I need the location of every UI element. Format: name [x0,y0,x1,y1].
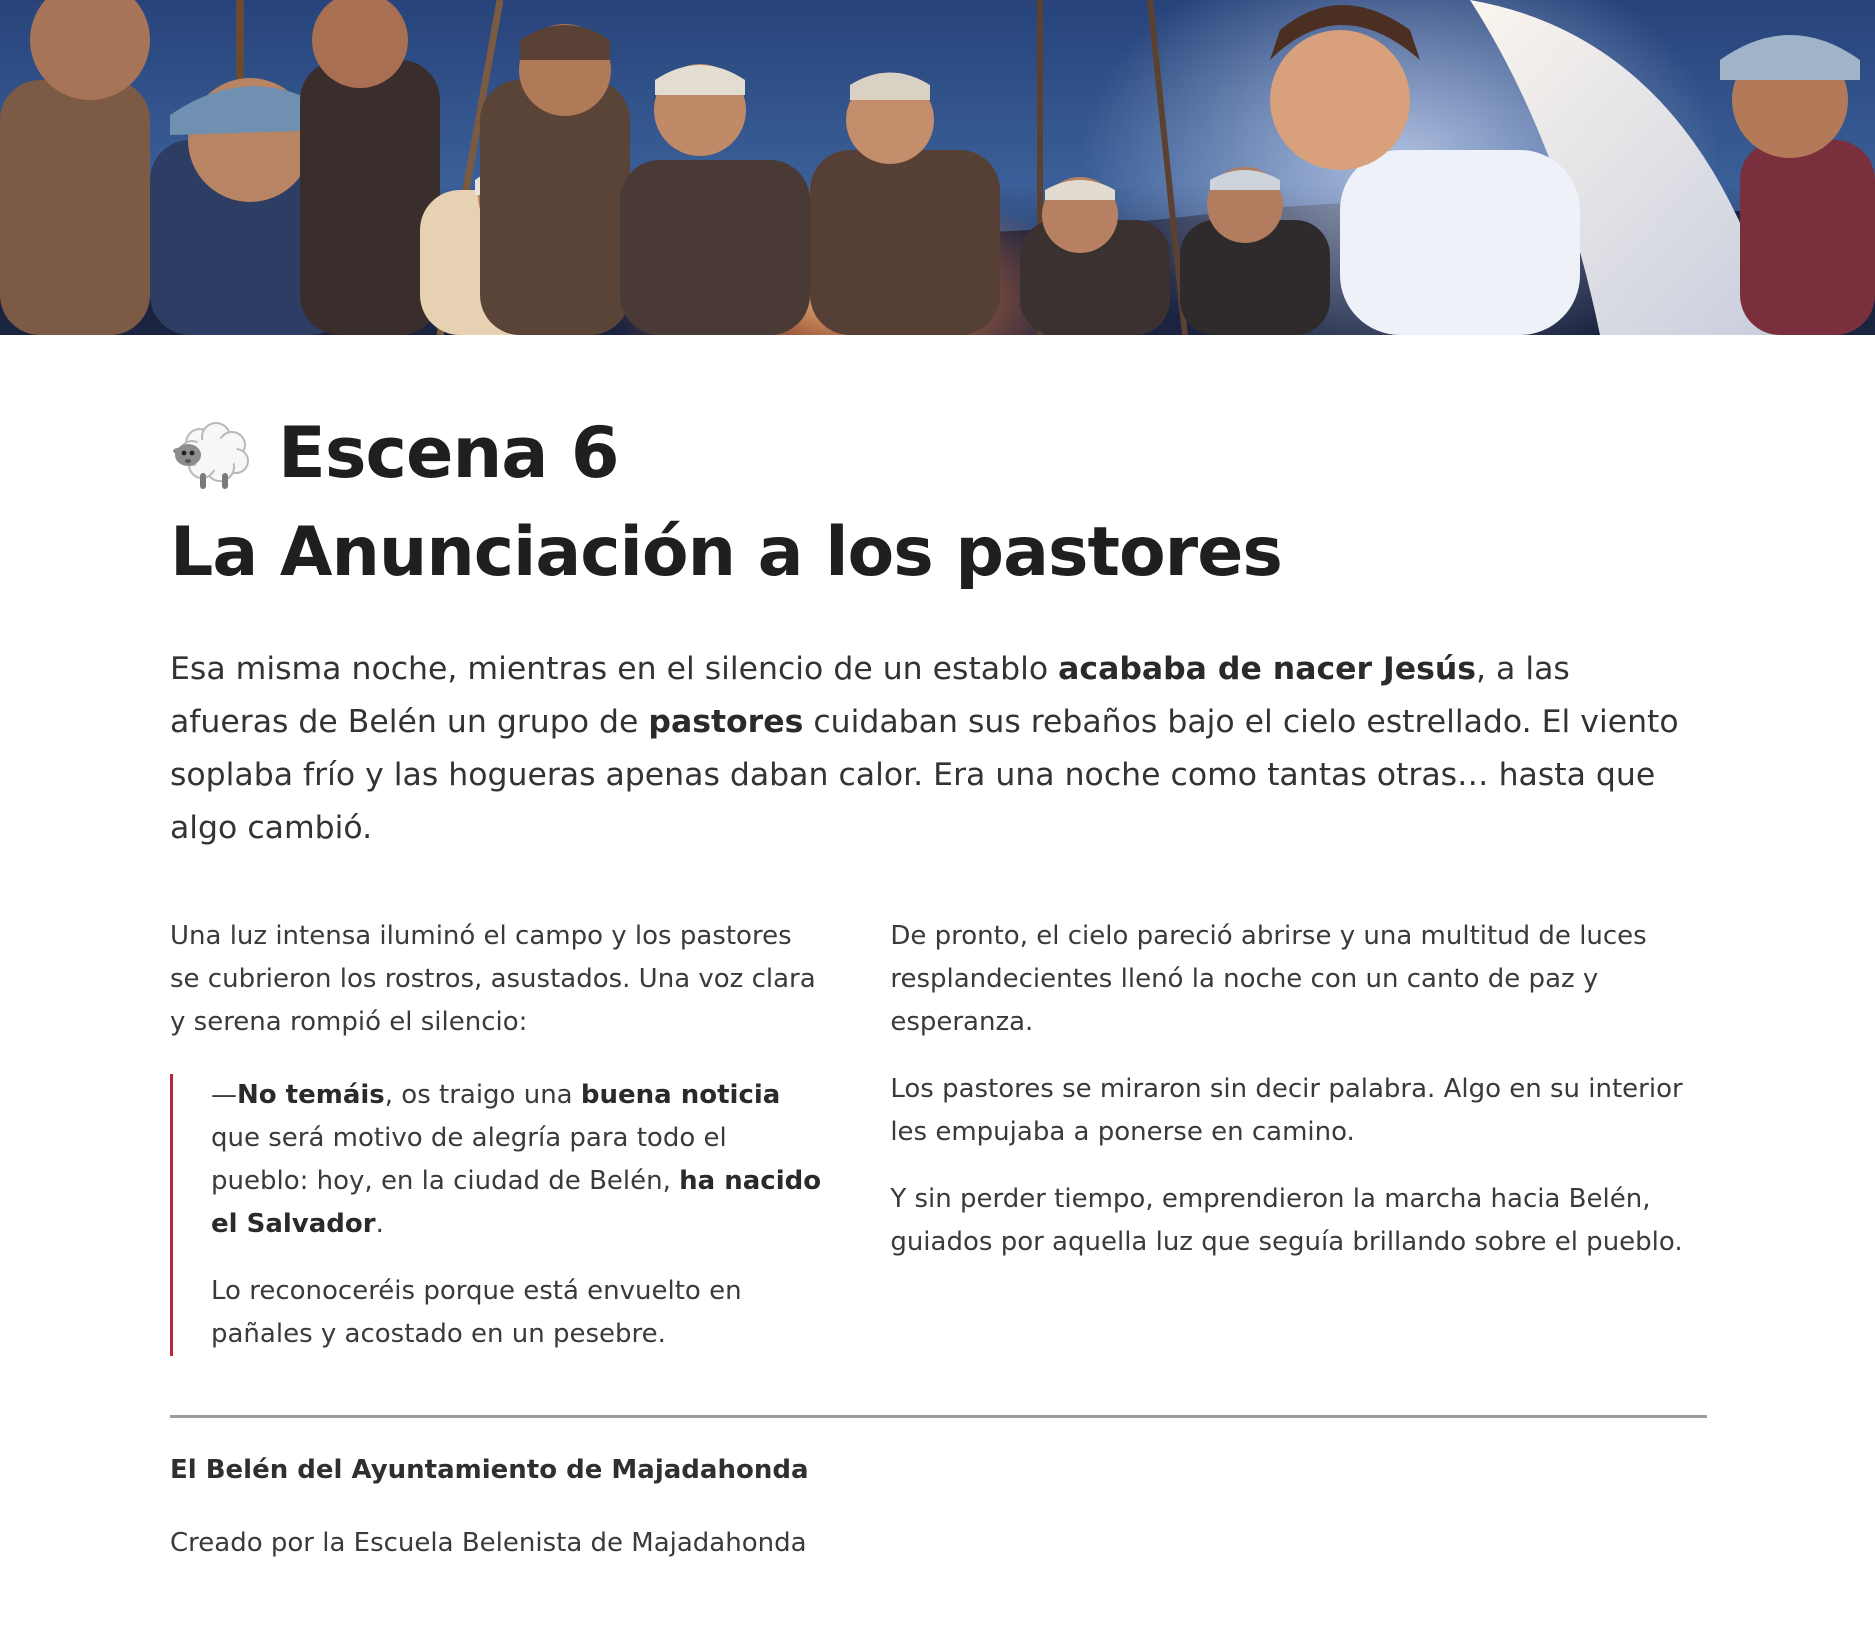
right-column [890,915,1707,1356]
title-line-1 [170,407,1707,499]
lead-bold-2: pastores [648,704,804,740]
sheep-icon [170,411,254,495]
quote-bold-3: ha nacido el Salvador [211,1166,822,1239]
quote-text-1: , os traigo una [384,1080,581,1110]
quote-bold-2: buena noticia [580,1080,781,1110]
quote-paragraph-1 [211,1074,827,1246]
right-paragraph-3: Y sin perder tiempo, emprendieron la marcha hacia Belén, guiados por aquella luz que seguía brillando sobre el pueblo. [890,1184,1683,1257]
scene-number: Escena 6 [278,412,619,494]
footer-credit: Creado por la Escuela Belenista de Majadahonda [170,1528,807,1558]
angel-quote [170,1074,827,1356]
quote-text-2: que será motivo de alegría para todo el pueblo: hoy, en la ciudad de Belén, [211,1123,727,1196]
footer-organization: El Belén del Ayuntamiento de Majadahonda [170,1455,809,1485]
left-intro-paragraph: Una luz intensa iluminó el campo y los pastores se cubrieron los rostros, asustados. Una voz clara y serena rompió el silencio: [170,921,816,1037]
lead-paragraph [170,643,1680,855]
scene-title: La Anunciación a los pastores [170,513,1282,592]
quote-dash: — [211,1080,237,1110]
left-column [170,915,827,1356]
lead-text-1: Esa misma noche, mientras en el silencio de un establo [170,651,1059,687]
quote-bold-1: No temáis [237,1080,385,1110]
lead-text-3: cuidaban sus rebaños bajo el cielo estrellado. El viento soplaba frío y las hogueras apenas daban calor. Era una noche como tantas otras… hasta que algo cambió. [170,704,1679,846]
two-column-body [170,915,1707,1356]
quote-paragraph-2: Lo reconoceréis porque está envuelto en pañales y acostado en un pesebre. [211,1276,742,1349]
right-paragraph-1: De pronto, el cielo pareció abrirse y una multitud de luces resplandecientes llenó la noche con un canto de paz y esperanza. [890,921,1647,1037]
article [170,335,1707,1356]
lead-bold-1: acababa de nacer Jesús [1058,651,1477,687]
lead-text-2: , a las afueras de Belén un grupo de [170,651,1570,740]
page-title [170,335,1707,601]
right-paragraph-2: Los pastores se miraron sin decir palabra. Algo en su interior les empujaba a ponerse en camino. [890,1074,1683,1147]
banner-image [0,0,1875,335]
quote-text-3: . [375,1209,384,1239]
footer-divider [170,1415,1707,1418]
